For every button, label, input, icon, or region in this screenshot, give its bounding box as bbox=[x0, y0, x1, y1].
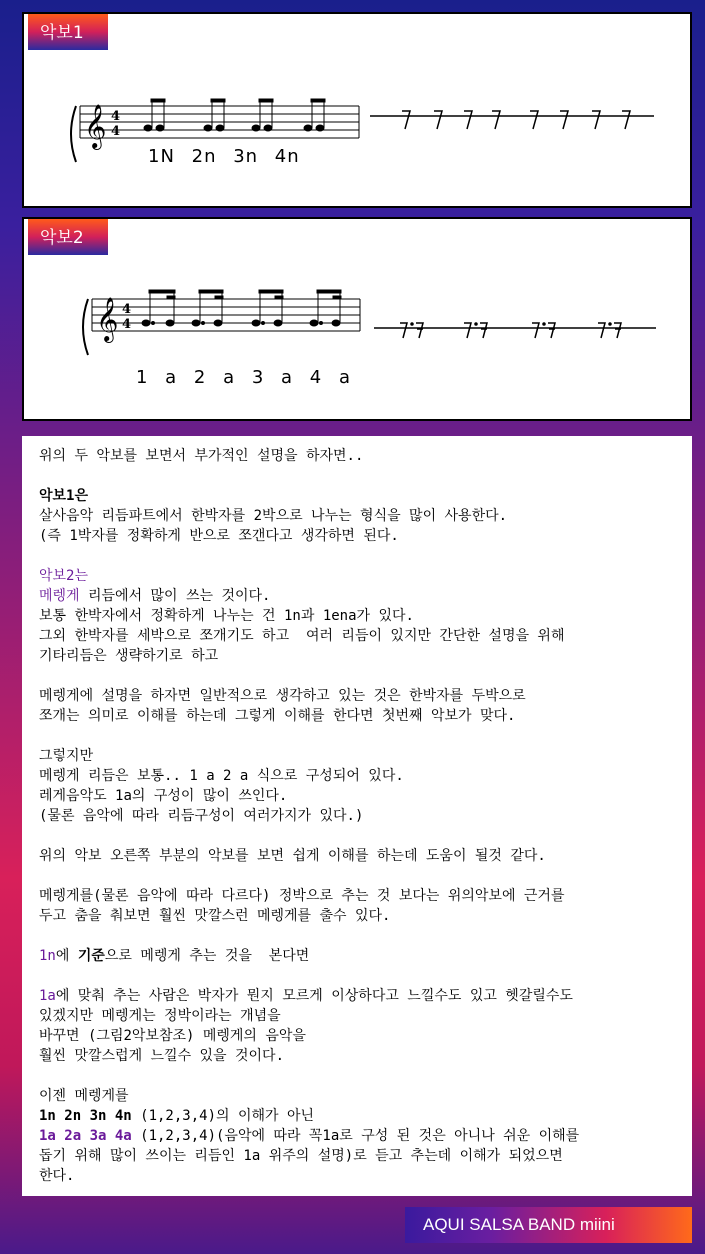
article-line bbox=[39, 966, 692, 986]
score-panel-2 bbox=[22, 217, 692, 421]
article-line: 있겠지만 메렝게는 정박이라는 개념을 bbox=[39, 1008, 281, 1024]
article-line: 1a에 맞춰 추는 사람은 박자가 뭔지 모르게 이상하다고 느낄수도 있고 헷갈릴수도 bbox=[39, 988, 573, 1004]
article-line bbox=[39, 546, 692, 566]
article-line: 1n에 기준으로 메렝게 추는 것을 본다면 bbox=[39, 948, 310, 964]
article-line: (즉 1박자를 정확하게 반으로 쪼갠다고 생각하면 된다. bbox=[39, 528, 399, 544]
score-panel-1 bbox=[22, 12, 692, 208]
article-line: 레게음악도 1a의 구성이 많이 쓰인다. bbox=[39, 788, 288, 804]
article-line: 살사음악 리듬파트에서 한박자를 2박으로 나누는 형식을 많이 사용한다. bbox=[39, 508, 508, 524]
svg-text:4: 4 bbox=[111, 124, 121, 139]
article-line bbox=[39, 866, 692, 886]
article-line: (물론 음악에 따라 리듬구성이 여러가지가 있다.) bbox=[39, 808, 364, 824]
article-line: 메렝게 리듬에서 많이 쓰는 것이다. bbox=[39, 588, 271, 604]
article-line: 이젠 메렝게를 bbox=[39, 1088, 129, 1104]
article-line: 기타리듬은 생략하기로 하고 bbox=[39, 648, 219, 664]
article-line: 메렝게에 설명을 하자면 일반적으로 생각하고 있는 것은 한박자를 두박으로 bbox=[39, 688, 526, 704]
article-line: 메렝게를(물론 음악에 따라 다르다) 정박으로 추는 것 보다는 위의악보에 근거를 bbox=[39, 888, 565, 904]
article-line bbox=[39, 666, 692, 686]
article-line: 1n 2n 3n 4n (1,2,3,4)의 이해가 아닌 bbox=[39, 1108, 315, 1124]
article-line: 두고 춤을 춰보면 훨씬 맛깔스런 메렝게를 출수 있다. bbox=[39, 908, 391, 924]
article-line: 악보1은 bbox=[39, 488, 89, 504]
article-line: 위의 악보 오른쪽 부분의 악보를 보면 쉽게 이해를 하는데 도움이 될것 같다. bbox=[39, 848, 546, 864]
score-1-counts: 1N 2n 3n 4n bbox=[148, 146, 300, 167]
article-line: 쪼개는 의미로 이해를 하는데 그렇게 이해를 한다면 첫번째 악보가 맞다. bbox=[39, 708, 516, 724]
score-1-notation bbox=[24, 14, 690, 206]
article-line bbox=[39, 1066, 692, 1086]
article-line: 훨씬 맛깔스럽게 느낄수 있을 것이다. bbox=[39, 1048, 285, 1064]
article-line bbox=[39, 466, 692, 486]
article-line bbox=[39, 826, 692, 846]
svg-text:𝄞: 𝄞 bbox=[96, 297, 119, 341]
article-line: 그외 한박자를 세박으로 쪼개기도 하고 여러 리듬이 있지만 간단한 설명을 위해 bbox=[39, 628, 565, 644]
article-line: 바꾸면 (그림2악보참조) 메렝게의 음악을 bbox=[39, 1028, 306, 1044]
article-line bbox=[39, 726, 692, 746]
article-line: 악보2는 bbox=[39, 568, 89, 584]
svg-text:𝄞: 𝄞 bbox=[84, 104, 107, 148]
article-line: 돕기 위해 많이 쓰이는 리듬인 1a 위주의 설명)로 듣고 추는데 이해가 되었으면 bbox=[39, 1148, 563, 1164]
article-line: 보통 한박자에서 정확하게 나누는 건 1n과 1ena가 있다. bbox=[39, 608, 414, 624]
article-line bbox=[39, 926, 692, 946]
article-lines bbox=[39, 446, 692, 1186]
svg-text:4: 4 bbox=[122, 302, 132, 317]
footer-band-label: AQUI SALSA BAND miini bbox=[405, 1207, 692, 1243]
article-line: 메렝게 리듬은 보통.. 1 a 2 a 식으로 구성되어 있다. bbox=[39, 768, 404, 784]
score-2-tag: 악보2 bbox=[26, 219, 110, 257]
score-1-tag: 악보1 bbox=[26, 14, 110, 52]
article-line: 1a 2a 3a 4a (1,2,3,4)(음악에 따라 꼭1a로 구성 된 것은 아니나 쉬운 이해를 bbox=[39, 1128, 580, 1144]
score-2-notation bbox=[24, 219, 690, 419]
article-line: 한다. bbox=[39, 1168, 75, 1184]
article-body bbox=[22, 436, 692, 1196]
svg-text:4: 4 bbox=[122, 317, 132, 332]
article-line: 그렇지만 bbox=[39, 748, 94, 764]
svg-text:4: 4 bbox=[111, 109, 121, 124]
article-line: 위의 두 악보를 보면서 부가적인 설명을 하자면.. bbox=[39, 448, 364, 464]
score-2-counts: 1 a 2 a 3 a 4 a bbox=[136, 367, 351, 388]
